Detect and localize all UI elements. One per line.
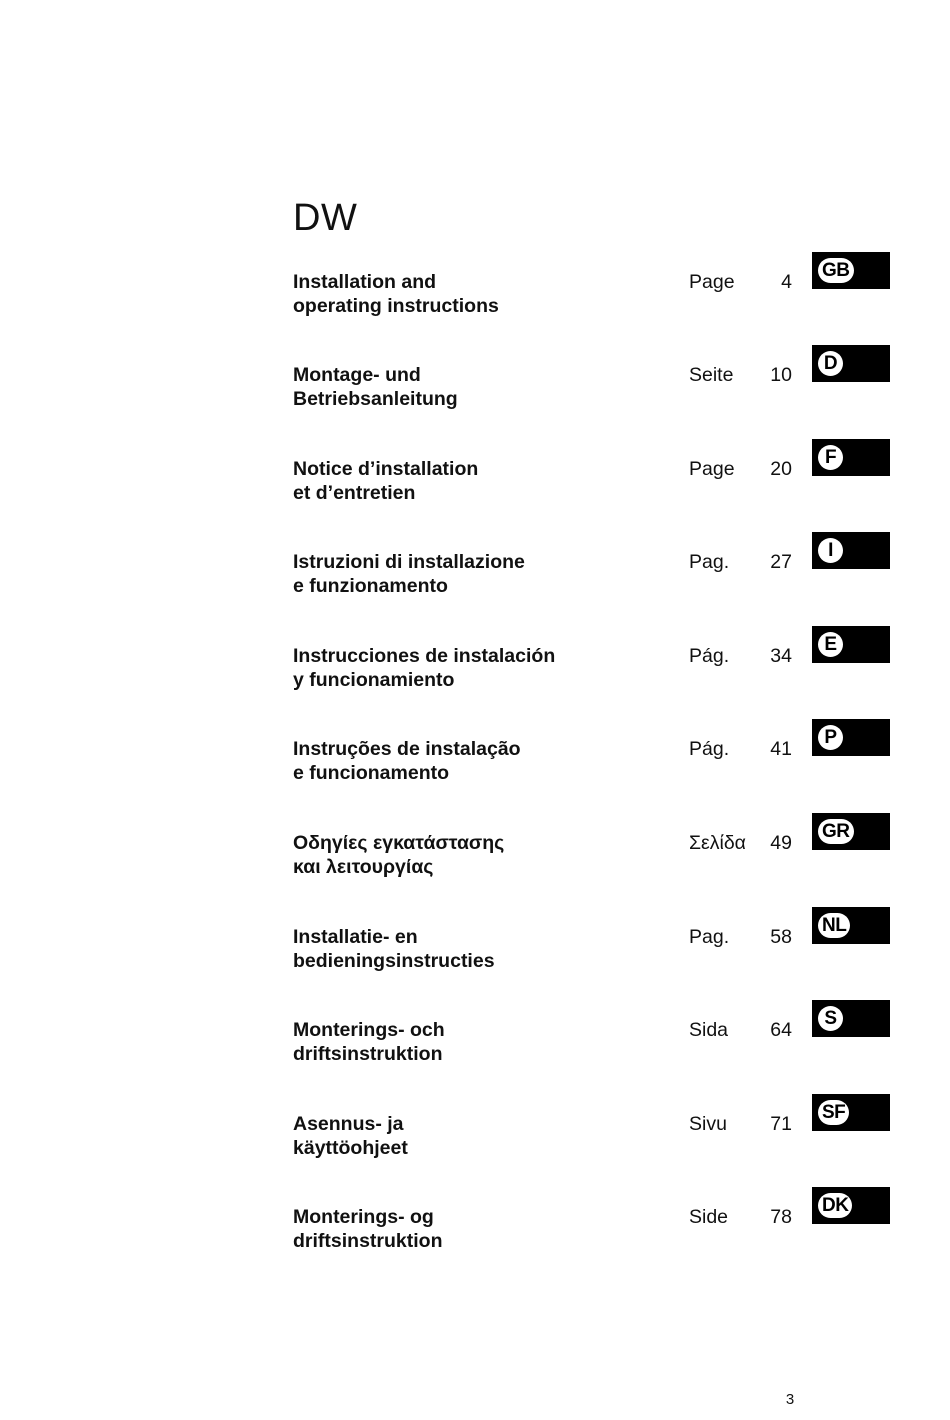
language-code: F — [818, 445, 843, 470]
toc-entry-f[interactable] — [0, 447, 950, 517]
language-code: GR — [818, 819, 854, 844]
entry-title-line1: Instrucciones de instalación — [293, 645, 556, 667]
language-badge — [812, 439, 890, 476]
page-number: 71 — [770, 1113, 792, 1135]
page-label: Sivu — [689, 1113, 727, 1135]
entry-title-line1: Montage- und — [293, 364, 421, 386]
toc-entry-e[interactable] — [0, 634, 950, 704]
entry-title-line1: Monterings- och — [293, 1019, 445, 1041]
toc-entry-s[interactable] — [0, 1008, 950, 1078]
page-label: Sida — [689, 1019, 729, 1041]
language-code: SF — [818, 1100, 849, 1125]
language-code: P — [818, 725, 843, 750]
language-code: GB — [818, 258, 854, 283]
document-title: DW — [293, 197, 358, 239]
page-label: Side — [689, 1206, 729, 1228]
entry-title-line2: e funcionamento — [293, 762, 450, 784]
page-label: Pag. — [689, 926, 730, 948]
language-badge — [812, 907, 890, 944]
page-label: Page — [689, 271, 735, 293]
page-label: Seite — [689, 364, 734, 386]
page-number: 10 — [770, 364, 792, 386]
toc-entry-sf[interactable] — [0, 1102, 950, 1172]
toc-entry-gb[interactable] — [0, 260, 950, 330]
entry-title-line2: e funzionamento — [293, 575, 448, 597]
entry-title-line1: Istruzioni di installazione — [293, 551, 525, 573]
toc-entry-d[interactable] — [0, 353, 950, 423]
page-label: Σελίδα — [689, 832, 746, 854]
entry-title — [293, 1112, 673, 1160]
toc-entry-dk[interactable] — [0, 1195, 950, 1265]
entry-title-line2: et d’entretien — [293, 482, 416, 504]
language-badge — [812, 532, 890, 569]
page-number: 49 — [770, 832, 792, 854]
entry-title-line1: Notice d’installation — [293, 458, 479, 480]
language-badge — [812, 252, 890, 289]
toc-entry-p[interactable] — [0, 727, 950, 797]
entry-title — [293, 363, 673, 411]
toc-entry-gr[interactable] — [0, 821, 950, 891]
entry-title-line2: y funcionamiento — [293, 669, 455, 691]
entry-title-line2: driftsinstruktion — [293, 1230, 443, 1252]
entry-title-line2: operating instructions — [293, 295, 499, 317]
page-number: 34 — [770, 645, 792, 667]
entry-title-line1: Monterings- og — [293, 1206, 434, 1228]
language-badge — [812, 1000, 890, 1037]
page-label: Pag. — [689, 551, 730, 573]
entry-title-line1: Installatie- en — [293, 926, 418, 948]
language-badge — [812, 1094, 890, 1131]
language-badge — [812, 813, 890, 850]
entry-title-line2: bedieningsinstructies — [293, 950, 495, 972]
entry-title — [293, 1018, 673, 1066]
page-number: 4 — [781, 271, 792, 293]
entry-title-line1: Instruções de instalação — [293, 738, 521, 760]
page-number: 27 — [770, 551, 792, 573]
entry-title — [293, 831, 673, 879]
entry-title — [293, 270, 673, 318]
entry-title — [293, 644, 673, 692]
language-badge — [812, 1187, 890, 1224]
toc-entry-i[interactable] — [0, 540, 950, 610]
entry-title-line2: Betriebsanleitung — [293, 388, 458, 410]
entry-title — [293, 550, 673, 598]
page-number: 78 — [770, 1206, 792, 1228]
page-number: 41 — [770, 738, 792, 760]
page-label: Pág. — [689, 645, 730, 667]
page-number: 58 — [770, 926, 792, 948]
language-badge — [812, 345, 890, 382]
toc-entry-nl[interactable] — [0, 915, 950, 985]
language-code: D — [818, 351, 843, 376]
entry-title-line2: και λειτουργίας — [293, 856, 434, 878]
page-number: 64 — [770, 1019, 792, 1041]
language-badge — [812, 719, 890, 756]
page-label: Page — [689, 458, 735, 480]
entry-title — [293, 457, 673, 505]
entry-title-line1: Οδηγίες εγκατάστασης — [293, 832, 505, 854]
page-number-footer: 3 — [785, 1391, 795, 1408]
language-code: S — [818, 1006, 843, 1031]
entry-title-line2: driftsinstruktion — [293, 1043, 443, 1065]
entry-title — [293, 925, 673, 973]
entry-title — [293, 1205, 673, 1253]
page-label: Pág. — [689, 738, 730, 760]
entry-title — [293, 737, 673, 785]
entry-title-line1: Asennus- ja — [293, 1113, 404, 1135]
language-badge — [812, 626, 890, 663]
language-code: DK — [818, 1193, 852, 1218]
entry-title-line1: Installation and — [293, 271, 437, 293]
language-code: NL — [818, 913, 850, 938]
language-code: I — [818, 538, 843, 563]
entry-title-line2: käyttöohjeet — [293, 1137, 408, 1159]
language-code: E — [818, 632, 843, 657]
page-number: 20 — [770, 458, 792, 480]
